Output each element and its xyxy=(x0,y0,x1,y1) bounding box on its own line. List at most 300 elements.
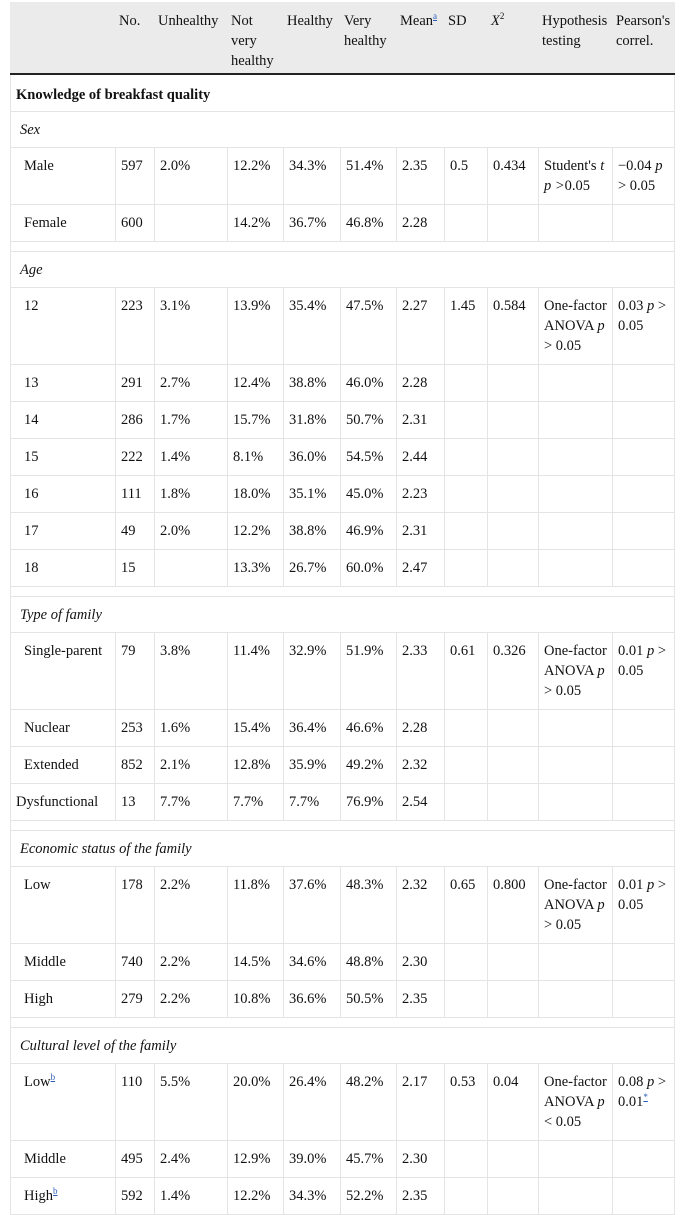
cell-not-very-healthy: 20.0% xyxy=(228,1064,284,1141)
cell-hypothesis-testing xyxy=(539,288,613,365)
cell-pearson xyxy=(613,710,675,747)
cell-mean: 2.17 xyxy=(397,1064,445,1141)
cell-pearson xyxy=(613,205,675,242)
cell-hypothesis-testing xyxy=(539,867,613,944)
cell-mean: 2.31 xyxy=(397,402,445,439)
group-title: Economic status of the family xyxy=(11,831,675,867)
cell-very-healthy: 46.0% xyxy=(341,365,397,402)
cell-not-very-healthy: 18.0% xyxy=(228,476,284,513)
cell-not-very-healthy: 11.4% xyxy=(228,633,284,710)
cell-mean: 2.47 xyxy=(397,550,445,587)
cell-healthy: 34.3% xyxy=(284,1178,341,1215)
table-row xyxy=(11,550,675,587)
cell-chi xyxy=(488,402,539,439)
cell-pearson xyxy=(613,439,675,476)
row-label-text: 14 xyxy=(24,412,39,428)
cell-chi xyxy=(488,1141,539,1178)
group-spacer xyxy=(11,242,675,252)
cell-sd xyxy=(445,205,488,242)
cell-hypothesis-testing xyxy=(539,513,613,550)
cell-not-very-healthy: 12.2% xyxy=(228,148,284,205)
cell-hypothesis-testing xyxy=(539,439,613,476)
cell-no: 223 xyxy=(116,288,155,365)
cell-sd xyxy=(445,1178,488,1215)
cell-not-very-healthy: 13.9% xyxy=(228,288,284,365)
cell-hypothesis-testing xyxy=(539,784,613,821)
table-row xyxy=(11,288,675,365)
header-sd: SD xyxy=(445,3,488,75)
hypothesis-p-value: > 0.05 xyxy=(544,683,582,699)
row-label-text: Male xyxy=(24,158,54,174)
row-label xyxy=(11,981,116,1018)
cell-sd xyxy=(445,981,488,1018)
cell-very-healthy: 54.5% xyxy=(341,439,397,476)
cell-healthy: 36.7% xyxy=(284,205,341,242)
hypothesis-stat-symbol: p xyxy=(597,1094,605,1110)
cell-unhealthy: 3.1% xyxy=(155,288,228,365)
group-spacer xyxy=(11,587,675,597)
cell-unhealthy: 2.2% xyxy=(155,867,228,944)
pearson-p-symbol: p xyxy=(643,298,655,314)
cell-chi xyxy=(488,944,539,981)
cell-mean: 2.35 xyxy=(397,981,445,1018)
row-label xyxy=(11,476,116,513)
pearson-p-symbol: p xyxy=(651,158,663,174)
header-mean-label: Mean xyxy=(400,13,434,29)
header-unhealthy: Unhealthy xyxy=(155,3,228,75)
table-header xyxy=(11,3,675,75)
cell-pearson xyxy=(613,476,675,513)
footnote-link-b[interactable]: b xyxy=(53,1186,58,1197)
group-spacer xyxy=(11,1018,675,1028)
cell-mean: 2.33 xyxy=(397,633,445,710)
cell-pearson xyxy=(613,1141,675,1178)
cell-no: 740 xyxy=(116,944,155,981)
cell-chi xyxy=(488,365,539,402)
cell-chi xyxy=(488,1178,539,1215)
row-label-text: 13 xyxy=(24,375,39,391)
cell-sd xyxy=(445,784,488,821)
cell-sd xyxy=(445,402,488,439)
table-row xyxy=(11,439,675,476)
header-no: No. xyxy=(116,3,155,75)
header-not-very-healthy: Not very healthy xyxy=(228,3,284,75)
footnote-link-asterisk[interactable]: * xyxy=(643,1092,648,1103)
cell-healthy: 34.6% xyxy=(284,944,341,981)
group-spacer xyxy=(11,821,675,831)
cell-unhealthy: 2.7% xyxy=(155,365,228,402)
cell-very-healthy: 46.9% xyxy=(341,513,397,550)
cell-hypothesis-testing xyxy=(539,205,613,242)
cell-no: 286 xyxy=(116,402,155,439)
cell-chi xyxy=(488,784,539,821)
hypothesis-p-value: < 0.05 xyxy=(544,1114,582,1130)
cell-not-very-healthy: 14.5% xyxy=(228,944,284,981)
cell-pearson xyxy=(613,784,675,821)
cell-very-healthy: 76.9% xyxy=(341,784,397,821)
row-label-text: Middle xyxy=(24,1151,66,1167)
cell-pearson xyxy=(613,981,675,1018)
cell-no: 222 xyxy=(116,439,155,476)
hypothesis-test-name: One-factor ANOVA xyxy=(544,877,607,913)
row-label xyxy=(11,439,116,476)
cell-sd: 0.65 xyxy=(445,867,488,944)
cell-no: 495 xyxy=(116,1141,155,1178)
cell-mean: 2.44 xyxy=(397,439,445,476)
section-title: Knowledge of breakfast quality xyxy=(11,74,675,112)
spacer-cell xyxy=(11,242,675,252)
cell-no: 253 xyxy=(116,710,155,747)
cell-pearson xyxy=(613,944,675,981)
cell-sd xyxy=(445,476,488,513)
row-label xyxy=(11,944,116,981)
row-label xyxy=(11,365,116,402)
cell-unhealthy: 2.0% xyxy=(155,148,228,205)
cell-chi xyxy=(488,476,539,513)
cell-pearson xyxy=(613,1064,675,1141)
table-row xyxy=(11,633,675,710)
cell-unhealthy: 1.7% xyxy=(155,402,228,439)
cell-sd: 0.53 xyxy=(445,1064,488,1141)
cell-unhealthy: 2.1% xyxy=(155,747,228,784)
cell-no: 79 xyxy=(116,633,155,710)
cell-pearson xyxy=(613,148,675,205)
cell-hypothesis-testing xyxy=(539,944,613,981)
hypothesis-test-name: One-factor ANOVA xyxy=(544,298,607,334)
cell-hypothesis-testing xyxy=(539,476,613,513)
cell-healthy: 37.6% xyxy=(284,867,341,944)
cell-pearson xyxy=(613,747,675,784)
cell-unhealthy: 1.8% xyxy=(155,476,228,513)
cell-mean: 2.31 xyxy=(397,513,445,550)
cell-not-very-healthy: 15.7% xyxy=(228,402,284,439)
cell-hypothesis-testing xyxy=(539,365,613,402)
cell-sd xyxy=(445,710,488,747)
cell-mean: 2.35 xyxy=(397,148,445,205)
hypothesis-stat-symbol: p xyxy=(597,897,605,913)
cell-not-very-healthy: 8.1% xyxy=(228,439,284,476)
cell-not-very-healthy: 12.9% xyxy=(228,1141,284,1178)
row-label xyxy=(11,402,116,439)
table-row xyxy=(11,1178,675,1215)
cell-no: 110 xyxy=(116,1064,155,1141)
spacer-cell xyxy=(11,587,675,597)
row-label xyxy=(11,148,116,205)
cell-mean: 2.28 xyxy=(397,710,445,747)
cell-very-healthy: 45.0% xyxy=(341,476,397,513)
cell-sd xyxy=(445,513,488,550)
table-row xyxy=(11,365,675,402)
cell-hypothesis-testing xyxy=(539,1178,613,1215)
hypothesis-test-name: One-factor ANOVA xyxy=(544,1074,607,1110)
cell-not-very-healthy: 12.8% xyxy=(228,747,284,784)
cell-mean: 2.27 xyxy=(397,288,445,365)
table-row xyxy=(11,513,675,550)
cell-unhealthy xyxy=(155,205,228,242)
cell-hypothesis-testing xyxy=(539,550,613,587)
cell-pearson xyxy=(613,402,675,439)
header-healthy: Healthy xyxy=(284,3,341,75)
header-pearson: Pearson's correl. xyxy=(613,3,675,75)
cell-sd: 1.45 xyxy=(445,288,488,365)
pearson-p-symbol: p xyxy=(643,643,655,659)
group-header-row xyxy=(11,597,675,633)
group-header-row xyxy=(11,831,675,867)
cell-unhealthy: 2.0% xyxy=(155,513,228,550)
cell-healthy: 7.7% xyxy=(284,784,341,821)
cell-hypothesis-testing xyxy=(539,402,613,439)
row-label-text: 18 xyxy=(24,560,39,576)
row-label-text: High xyxy=(24,1188,53,1204)
cell-pearson xyxy=(613,550,675,587)
cell-hypothesis-testing xyxy=(539,633,613,710)
breakfast-quality-table-wrapper xyxy=(10,2,674,1215)
cell-healthy: 35.9% xyxy=(284,747,341,784)
footnote-link-b[interactable]: b xyxy=(50,1072,56,1083)
cell-pearson xyxy=(613,1178,675,1215)
cell-chi: 0.800 xyxy=(488,867,539,944)
cell-healthy: 32.9% xyxy=(284,633,341,710)
cell-sd xyxy=(445,550,488,587)
cell-chi xyxy=(488,550,539,587)
cell-mean: 2.30 xyxy=(397,944,445,981)
cell-chi xyxy=(488,747,539,784)
row-label xyxy=(11,747,116,784)
spacer-cell xyxy=(11,821,675,831)
group-title: Sex xyxy=(11,112,675,148)
hypothesis-test-name: One-factor ANOVA xyxy=(544,643,607,679)
table-row xyxy=(11,784,675,821)
row-label-text: Nuclear xyxy=(24,720,70,736)
cell-no: 291 xyxy=(116,365,155,402)
cell-very-healthy: 48.8% xyxy=(341,944,397,981)
footnote-link-a[interactable]: a xyxy=(433,11,438,22)
cell-unhealthy: 2.4% xyxy=(155,1141,228,1178)
cell-mean: 2.28 xyxy=(397,365,445,402)
cell-chi xyxy=(488,981,539,1018)
cell-hypothesis-testing xyxy=(539,710,613,747)
cell-very-healthy: 46.8% xyxy=(341,205,397,242)
row-label-text: Low xyxy=(24,1074,51,1090)
hypothesis-stat-symbol: p xyxy=(597,318,605,334)
cell-chi xyxy=(488,513,539,550)
pearson-coefficient: 0.01 xyxy=(618,877,644,893)
cell-sd xyxy=(445,747,488,784)
pearson-p-symbol: p xyxy=(643,877,655,893)
cell-sd xyxy=(445,944,488,981)
table-row xyxy=(11,148,675,205)
table-row xyxy=(11,476,675,513)
cell-unhealthy xyxy=(155,550,228,587)
section-row xyxy=(11,74,675,112)
row-label-text: 17 xyxy=(24,523,39,539)
cell-healthy: 36.0% xyxy=(284,439,341,476)
cell-very-healthy: 48.3% xyxy=(341,867,397,944)
cell-no: 49 xyxy=(116,513,155,550)
group-header-row xyxy=(11,252,675,288)
pearson-p-value: > 0.05 xyxy=(618,643,667,679)
row-label-text: Dysfunctional xyxy=(16,794,99,810)
table-row xyxy=(11,747,675,784)
cell-mean: 2.32 xyxy=(397,747,445,784)
cell-chi: 0.584 xyxy=(488,288,539,365)
cell-chi: 0.326 xyxy=(488,633,539,710)
table-row xyxy=(11,205,675,242)
table-row xyxy=(11,1141,675,1178)
cell-chi xyxy=(488,710,539,747)
cell-sd: 0.61 xyxy=(445,633,488,710)
cell-very-healthy: 49.2% xyxy=(341,747,397,784)
table-row xyxy=(11,710,675,747)
hypothesis-stat-symbol: p xyxy=(597,663,605,679)
row-label xyxy=(11,1064,116,1141)
cell-chi: 0.04 xyxy=(488,1064,539,1141)
header-label-col xyxy=(11,3,116,75)
cell-very-healthy: 51.9% xyxy=(341,633,397,710)
cell-unhealthy: 2.2% xyxy=(155,981,228,1018)
cell-sd xyxy=(445,365,488,402)
cell-very-healthy: 50.5% xyxy=(341,981,397,1018)
cell-very-healthy: 46.6% xyxy=(341,710,397,747)
group-title: Type of family xyxy=(11,597,675,633)
cell-very-healthy: 60.0% xyxy=(341,550,397,587)
table-row xyxy=(11,981,675,1018)
pearson-p-symbol: p xyxy=(643,1074,655,1090)
cell-unhealthy: 1.6% xyxy=(155,710,228,747)
cell-not-very-healthy: 13.3% xyxy=(228,550,284,587)
cell-no: 852 xyxy=(116,747,155,784)
row-label xyxy=(11,205,116,242)
cell-no: 178 xyxy=(116,867,155,944)
cell-mean: 2.32 xyxy=(397,867,445,944)
row-label xyxy=(11,867,116,944)
table-row xyxy=(11,1064,675,1141)
row-label-text: Middle xyxy=(24,954,66,970)
cell-unhealthy: 1.4% xyxy=(155,1178,228,1215)
cell-chi xyxy=(488,205,539,242)
table-row xyxy=(11,944,675,981)
hypothesis-test-name: Student's xyxy=(544,158,597,174)
cell-sd xyxy=(445,439,488,476)
cell-no: 111 xyxy=(116,476,155,513)
header-chi-superscript: 2 xyxy=(499,11,505,22)
hypothesis-p-value: > 0.05 xyxy=(544,917,582,933)
cell-not-very-healthy: 12.2% xyxy=(228,1178,284,1215)
hypothesis-stat-symbol: t p > xyxy=(544,158,605,194)
cell-very-healthy: 52.2% xyxy=(341,1178,397,1215)
pearson-p-value: > 0.05 xyxy=(618,178,656,194)
row-label xyxy=(11,1141,116,1178)
spacer-cell xyxy=(11,1018,675,1028)
cell-chi: 0.434 xyxy=(488,148,539,205)
cell-very-healthy: 50.7% xyxy=(341,402,397,439)
cell-very-healthy: 47.5% xyxy=(341,288,397,365)
cell-healthy: 39.0% xyxy=(284,1141,341,1178)
cell-pearson xyxy=(613,365,675,402)
pearson-coefficient: 0.01 xyxy=(618,643,644,659)
row-label-text: 16 xyxy=(24,486,39,502)
table-body xyxy=(11,74,675,1215)
cell-no: 279 xyxy=(116,981,155,1018)
hypothesis-p-value: > 0.05 xyxy=(544,338,582,354)
cell-healthy: 26.7% xyxy=(284,550,341,587)
cell-pearson xyxy=(613,633,675,710)
header-chi-square xyxy=(488,3,539,75)
cell-chi xyxy=(488,439,539,476)
cell-hypothesis-testing xyxy=(539,747,613,784)
cell-hypothesis-testing xyxy=(539,1141,613,1178)
cell-very-healthy: 48.2% xyxy=(341,1064,397,1141)
header-very-healthy: Very healthy xyxy=(341,3,397,75)
cell-no: 13 xyxy=(116,784,155,821)
pearson-p-value: > 0.05 xyxy=(618,877,667,913)
pearson-p-value: > 0.05 xyxy=(618,298,667,334)
cell-mean: 2.28 xyxy=(397,205,445,242)
cell-mean: 2.30 xyxy=(397,1141,445,1178)
hypothesis-p-value: 0.05 xyxy=(564,178,591,194)
cell-not-very-healthy: 14.2% xyxy=(228,205,284,242)
cell-healthy: 26.4% xyxy=(284,1064,341,1141)
cell-unhealthy: 2.2% xyxy=(155,944,228,981)
row-label xyxy=(11,550,116,587)
cell-no: 15 xyxy=(116,550,155,587)
group-header-row xyxy=(11,1028,675,1064)
row-label xyxy=(11,513,116,550)
row-label-text: Female xyxy=(24,215,67,231)
cell-hypothesis-testing xyxy=(539,981,613,1018)
cell-sd: 0.5 xyxy=(445,148,488,205)
cell-healthy: 35.1% xyxy=(284,476,341,513)
cell-healthy: 35.4% xyxy=(284,288,341,365)
cell-mean: 2.35 xyxy=(397,1178,445,1215)
cell-healthy: 38.8% xyxy=(284,365,341,402)
cell-healthy: 36.4% xyxy=(284,710,341,747)
cell-pearson xyxy=(613,867,675,944)
cell-mean: 2.23 xyxy=(397,476,445,513)
row-label-text: 12 xyxy=(24,298,39,314)
pearson-p-value: > 0.01 xyxy=(618,1074,667,1110)
cell-unhealthy: 7.7% xyxy=(155,784,228,821)
cell-not-very-healthy: 7.7% xyxy=(228,784,284,821)
cell-hypothesis-testing xyxy=(539,148,613,205)
row-label xyxy=(11,1178,116,1215)
cell-not-very-healthy: 10.8% xyxy=(228,981,284,1018)
cell-no: 597 xyxy=(116,148,155,205)
cell-mean: 2.54 xyxy=(397,784,445,821)
header-chi-label: X xyxy=(491,13,500,29)
cell-not-very-healthy: 12.2% xyxy=(228,513,284,550)
cell-unhealthy: 3.8% xyxy=(155,633,228,710)
group-title: Age xyxy=(11,252,675,288)
header-mean xyxy=(397,3,445,75)
cell-hypothesis-testing xyxy=(539,1064,613,1141)
cell-no: 592 xyxy=(116,1178,155,1215)
pearson-coefficient: −0.04 xyxy=(618,158,652,174)
row-label-text: Single-parent xyxy=(24,643,103,659)
cell-no: 600 xyxy=(116,205,155,242)
pearson-coefficient: 0.08 xyxy=(618,1074,644,1090)
row-label xyxy=(11,710,116,747)
row-label-text: 15 xyxy=(24,449,39,465)
cell-unhealthy: 1.4% xyxy=(155,439,228,476)
breakfast-quality-table xyxy=(10,2,675,1215)
table-row xyxy=(11,402,675,439)
cell-healthy: 38.8% xyxy=(284,513,341,550)
header-hypothesis-testing: Hypothesis testing xyxy=(539,3,613,75)
cell-unhealthy: 5.5% xyxy=(155,1064,228,1141)
cell-healthy: 31.8% xyxy=(284,402,341,439)
cell-very-healthy: 51.4% xyxy=(341,148,397,205)
